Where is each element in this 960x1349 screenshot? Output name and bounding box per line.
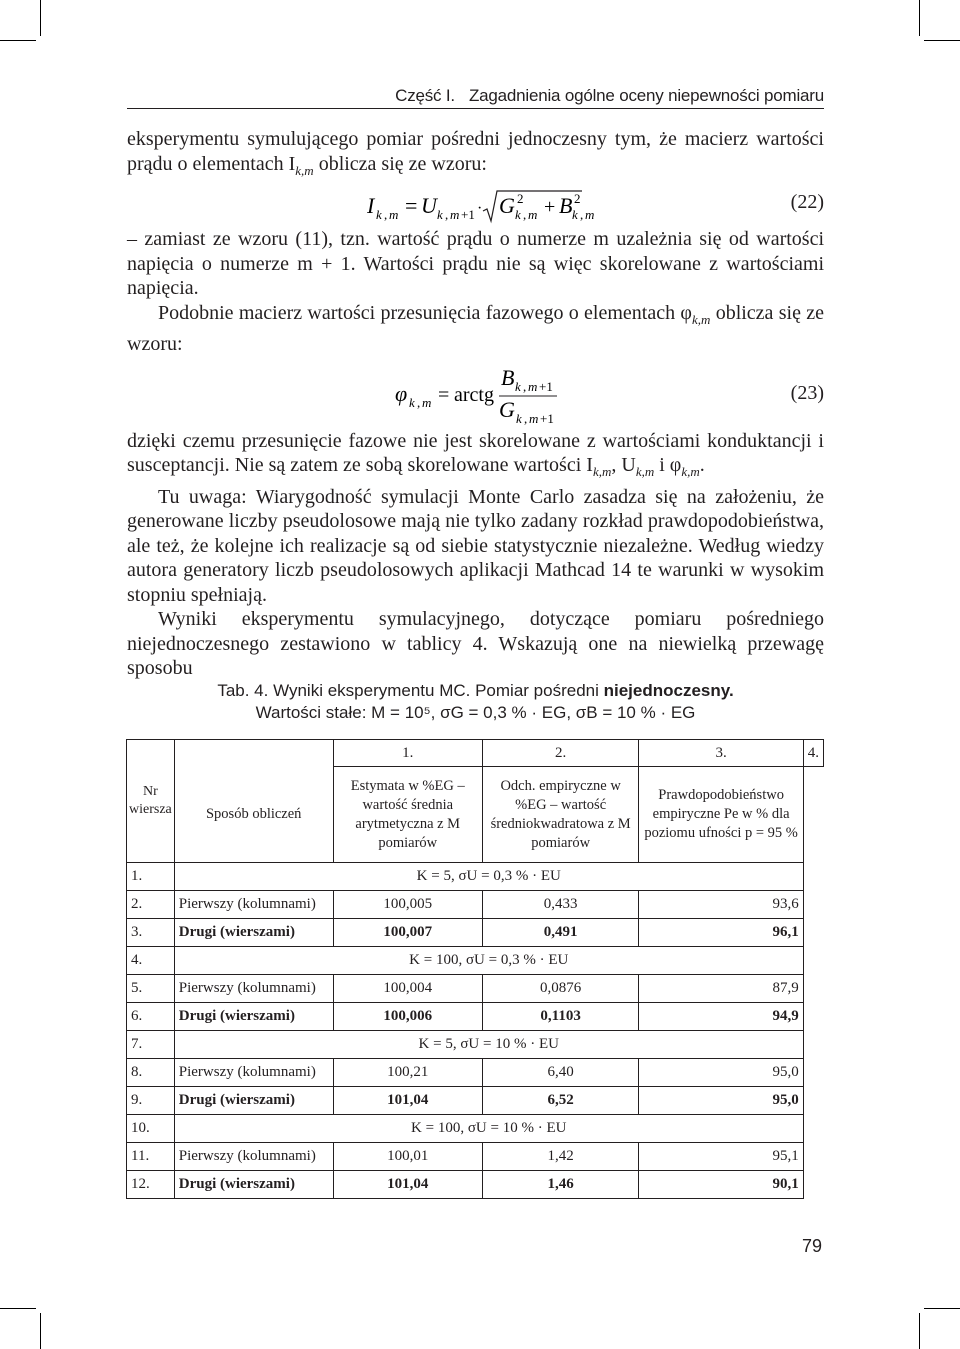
svg-text:+1: +1: [461, 207, 475, 222]
row-deviation: 0,491: [482, 919, 639, 947]
svg-text:U: U: [421, 193, 437, 218]
table-row: [127, 1171, 824, 1199]
row-method: Drugi (wierszami): [174, 1171, 333, 1199]
header-method: Sposób obliczeń: [174, 767, 333, 863]
svg-text:,: ,: [580, 207, 584, 222]
svg-text:·: ·: [477, 200, 483, 217]
svg-text:m: m: [450, 207, 460, 222]
svg-text:k: k: [409, 394, 415, 410]
row-estimate: 100,004: [333, 975, 482, 1003]
body-text: [127, 127, 824, 681]
svg-text:k: k: [516, 410, 522, 426]
header-estimate: Estymata w %EG – wartość średnia arytmetyczna z M pomiarów: [333, 767, 482, 863]
table-row: [127, 947, 824, 975]
row-number: 5.: [127, 975, 175, 1003]
paragraph-6: Wyniki eksperymentu symulacyjnego, dotyczące pomiaru pośredniego niejednoczesnego zestawiono w tablicy 4. Wskazują one na niewielką przewagę sposobu: [127, 608, 824, 679]
row-number: 4.: [127, 947, 175, 975]
header-nr: Nr wiersza: [127, 740, 175, 863]
row-number: 1.: [127, 863, 175, 891]
svg-text:G: G: [499, 193, 515, 218]
header-rule: [127, 108, 824, 109]
column-number-row: [127, 740, 824, 767]
row-probability: 87,9: [639, 975, 803, 1003]
table-row: [127, 891, 824, 919]
svg-text:k: k: [515, 378, 521, 394]
svg-text:,: ,: [524, 410, 528, 426]
caption-line-1: Tab. 4. Wyniki eksperymentu MC. Pomiar pośredni niejednoczesny.: [217, 681, 734, 700]
row-number: 6.: [127, 1003, 175, 1031]
row-method: Drugi (wierszami): [174, 1087, 333, 1115]
row-number: 8.: [127, 1059, 175, 1087]
svg-text:arctg: arctg: [454, 383, 494, 406]
svg-text:+: +: [544, 196, 556, 218]
svg-text:m: m: [528, 207, 538, 222]
row-condition: K = 5, σU = 10 % · EU: [174, 1031, 803, 1059]
row-method: Pierwszy (kolumnami): [174, 891, 333, 919]
paragraph-1: eksperymentu symulującego pomiar pośredni jednoczesny tym, że macierz wartości prądu o elementach $I_{k,m}$ oblicza się ze wzoru:: [127, 128, 824, 178]
equation-number-23: (23): [790, 381, 824, 404]
svg-text:,: ,: [417, 394, 421, 410]
svg-text:k: k: [572, 207, 578, 222]
caption-line-2: Wartości stałe: M = 10⁵, σG = 0,3 % · EG, σB = 10 % · EG: [255, 703, 696, 722]
row-number: 9.: [127, 1087, 175, 1115]
row-deviation: 1,46: [482, 1171, 639, 1199]
row-estimate: 101,04: [333, 1171, 482, 1199]
row-number: 12.: [127, 1171, 175, 1199]
col-num-blank: [174, 740, 333, 767]
svg-text:I: I: [367, 193, 375, 218]
svg-text:k: k: [515, 207, 521, 222]
row-probability: 93,6: [639, 891, 803, 919]
header-title: Zagadnienia ogólne oceny niepewności pomiaru: [468, 86, 824, 105]
row-probability: 96,1: [639, 919, 803, 947]
row-condition: K = 100, σU = 10 % · EU: [174, 1115, 803, 1143]
col-num-3: 3.: [639, 740, 803, 767]
table-row: [127, 975, 824, 1003]
crop-mark: [919, 0, 920, 36]
svg-text:B: B: [559, 193, 573, 218]
row-probability: 95,0: [639, 1087, 803, 1115]
row-condition: K = 5, σU = 0,3 % · EU: [174, 863, 803, 891]
col-num-1: 1.: [333, 740, 482, 767]
header-part: Część I.: [395, 86, 455, 105]
formula-22: [367, 183, 627, 227]
table-caption: [127, 680, 824, 724]
row-deviation: 6,52: [482, 1087, 639, 1115]
svg-text:+1: +1: [540, 410, 554, 426]
row-number: 7.: [127, 1031, 175, 1059]
equation-23: [127, 357, 824, 429]
row-estimate: 100,21: [333, 1059, 482, 1087]
row-probability: 90,1: [639, 1171, 803, 1199]
svg-text:,: ,: [523, 207, 527, 222]
svg-text:m: m: [529, 410, 539, 426]
table-row: [127, 1059, 824, 1087]
row-probability: 95,0: [639, 1059, 803, 1087]
row-method: Pierwszy (kolumnami): [174, 975, 333, 1003]
row-deviation: 1,42: [482, 1143, 639, 1171]
svg-text:,: ,: [523, 378, 527, 394]
row-condition: K = 100, σU = 0,3 % · EU: [174, 947, 803, 975]
row-number: 3.: [127, 919, 175, 947]
table-row: [127, 919, 824, 947]
svg-text:φ: φ: [395, 380, 408, 406]
row-method: Pierwszy (kolumnami): [174, 1143, 333, 1171]
paragraph-5: Tu uwaga: Wiarygodność symulacji Monte Carlo zasadza się na założeniu, że generowane liczby pseudolosowe mają nie tylko zadany rozkład prawdopodobieństwa, ale też, że kolejne ich realizacje są od siebie statystycznie niezależne. Według wiedzy autora generatory liczb pseudolosowych aplikacji Mathcad 14 te warunki w wysokim stopniu spełniają.: [127, 485, 824, 606]
svg-text:B: B: [501, 364, 515, 390]
row-deviation: 6,40: [482, 1059, 639, 1087]
svg-text:=: =: [438, 383, 450, 406]
page-number: 79: [801, 1236, 822, 1256]
paragraph-4: dzięki czemu przesunięcie fazowe nie jest skorelowane z wartościami konduktancji i susceptancji. Nie są zatem ze sobą skorelowane wartości $I_{k,m}$, $U_{k,m}$ i $\varphi_{k,m}$.: [127, 429, 824, 479]
running-header: [127, 86, 824, 106]
row-estimate: 100,006: [333, 1003, 482, 1031]
col-num-4: 4.: [803, 740, 823, 767]
row-estimate: 101,04: [333, 1087, 482, 1115]
table-row: [127, 863, 824, 891]
row-estimate: 100,01: [333, 1143, 482, 1171]
row-deviation: 0,0876: [482, 975, 639, 1003]
row-probability: 94,9: [639, 1003, 803, 1031]
crop-mark: [924, 40, 960, 41]
table-row: [127, 1143, 824, 1171]
svg-text:m: m: [389, 207, 399, 222]
paragraph-2: – zamiast ze wzoru (11), tzn. wartość prądu o numerze m uzależnia się od wartości napięcia o numerze m + 1. Wartości prądu nie są więc skorelowane z wartościami napięcia.: [127, 228, 824, 299]
paragraph-3: Podobnie macierz wartości przesunięcia fazowego o elementach $\varphi_{k,m}$ oblicza się ze wzoru:: [127, 301, 825, 355]
row-deviation: 0,1103: [482, 1003, 639, 1031]
header-row: [127, 767, 824, 863]
crop-mark: [0, 40, 36, 41]
row-probability: 95,1: [639, 1143, 803, 1171]
row-number: 2.: [127, 891, 175, 919]
header-deviation: Odch. empiryczne w %EG – wartość średniokwadratowa z M pomiarów: [482, 767, 639, 863]
svg-text:=: =: [405, 193, 418, 218]
svg-text:2: 2: [517, 191, 524, 206]
table-row: [127, 1115, 824, 1143]
table-row: [127, 1003, 824, 1031]
crop-mark: [924, 1308, 960, 1309]
row-method: Pierwszy (kolumnami): [174, 1059, 333, 1087]
row-estimate: 100,007: [333, 919, 482, 947]
row-estimate: 100,005: [333, 891, 482, 919]
svg-text:2: 2: [574, 191, 581, 206]
svg-text:m: m: [585, 207, 595, 222]
equation-22: [127, 183, 824, 227]
row-method: Drugi (wierszami): [174, 1003, 333, 1031]
crop-mark: [40, 0, 41, 36]
svg-text:,: ,: [445, 207, 449, 222]
svg-text:k: k: [376, 207, 382, 222]
row-method: Drugi (wierszami): [174, 919, 333, 947]
crop-mark: [919, 1313, 920, 1349]
formula-23: [395, 357, 595, 429]
svg-text:m: m: [422, 394, 432, 410]
results-table: [126, 739, 824, 1199]
crop-mark: [0, 1308, 36, 1309]
col-num-2: 2.: [482, 740, 639, 767]
row-number: 10.: [127, 1115, 175, 1143]
crop-mark: [40, 1313, 41, 1349]
svg-text:,: ,: [384, 207, 388, 222]
row-number: 11.: [127, 1143, 175, 1171]
header-probability: Prawdopodobieństwo empiryczne Pe w % dla poziomu ufności p = 95 %: [639, 767, 803, 863]
svg-text:k: k: [437, 207, 443, 222]
svg-text:+1: +1: [539, 378, 553, 394]
row-deviation: 0,433: [482, 891, 639, 919]
svg-text:G: G: [499, 396, 515, 422]
table-row: [127, 1087, 824, 1115]
svg-text:m: m: [528, 378, 538, 394]
table-row: [127, 1031, 824, 1059]
equation-number-22: (22): [790, 191, 824, 213]
